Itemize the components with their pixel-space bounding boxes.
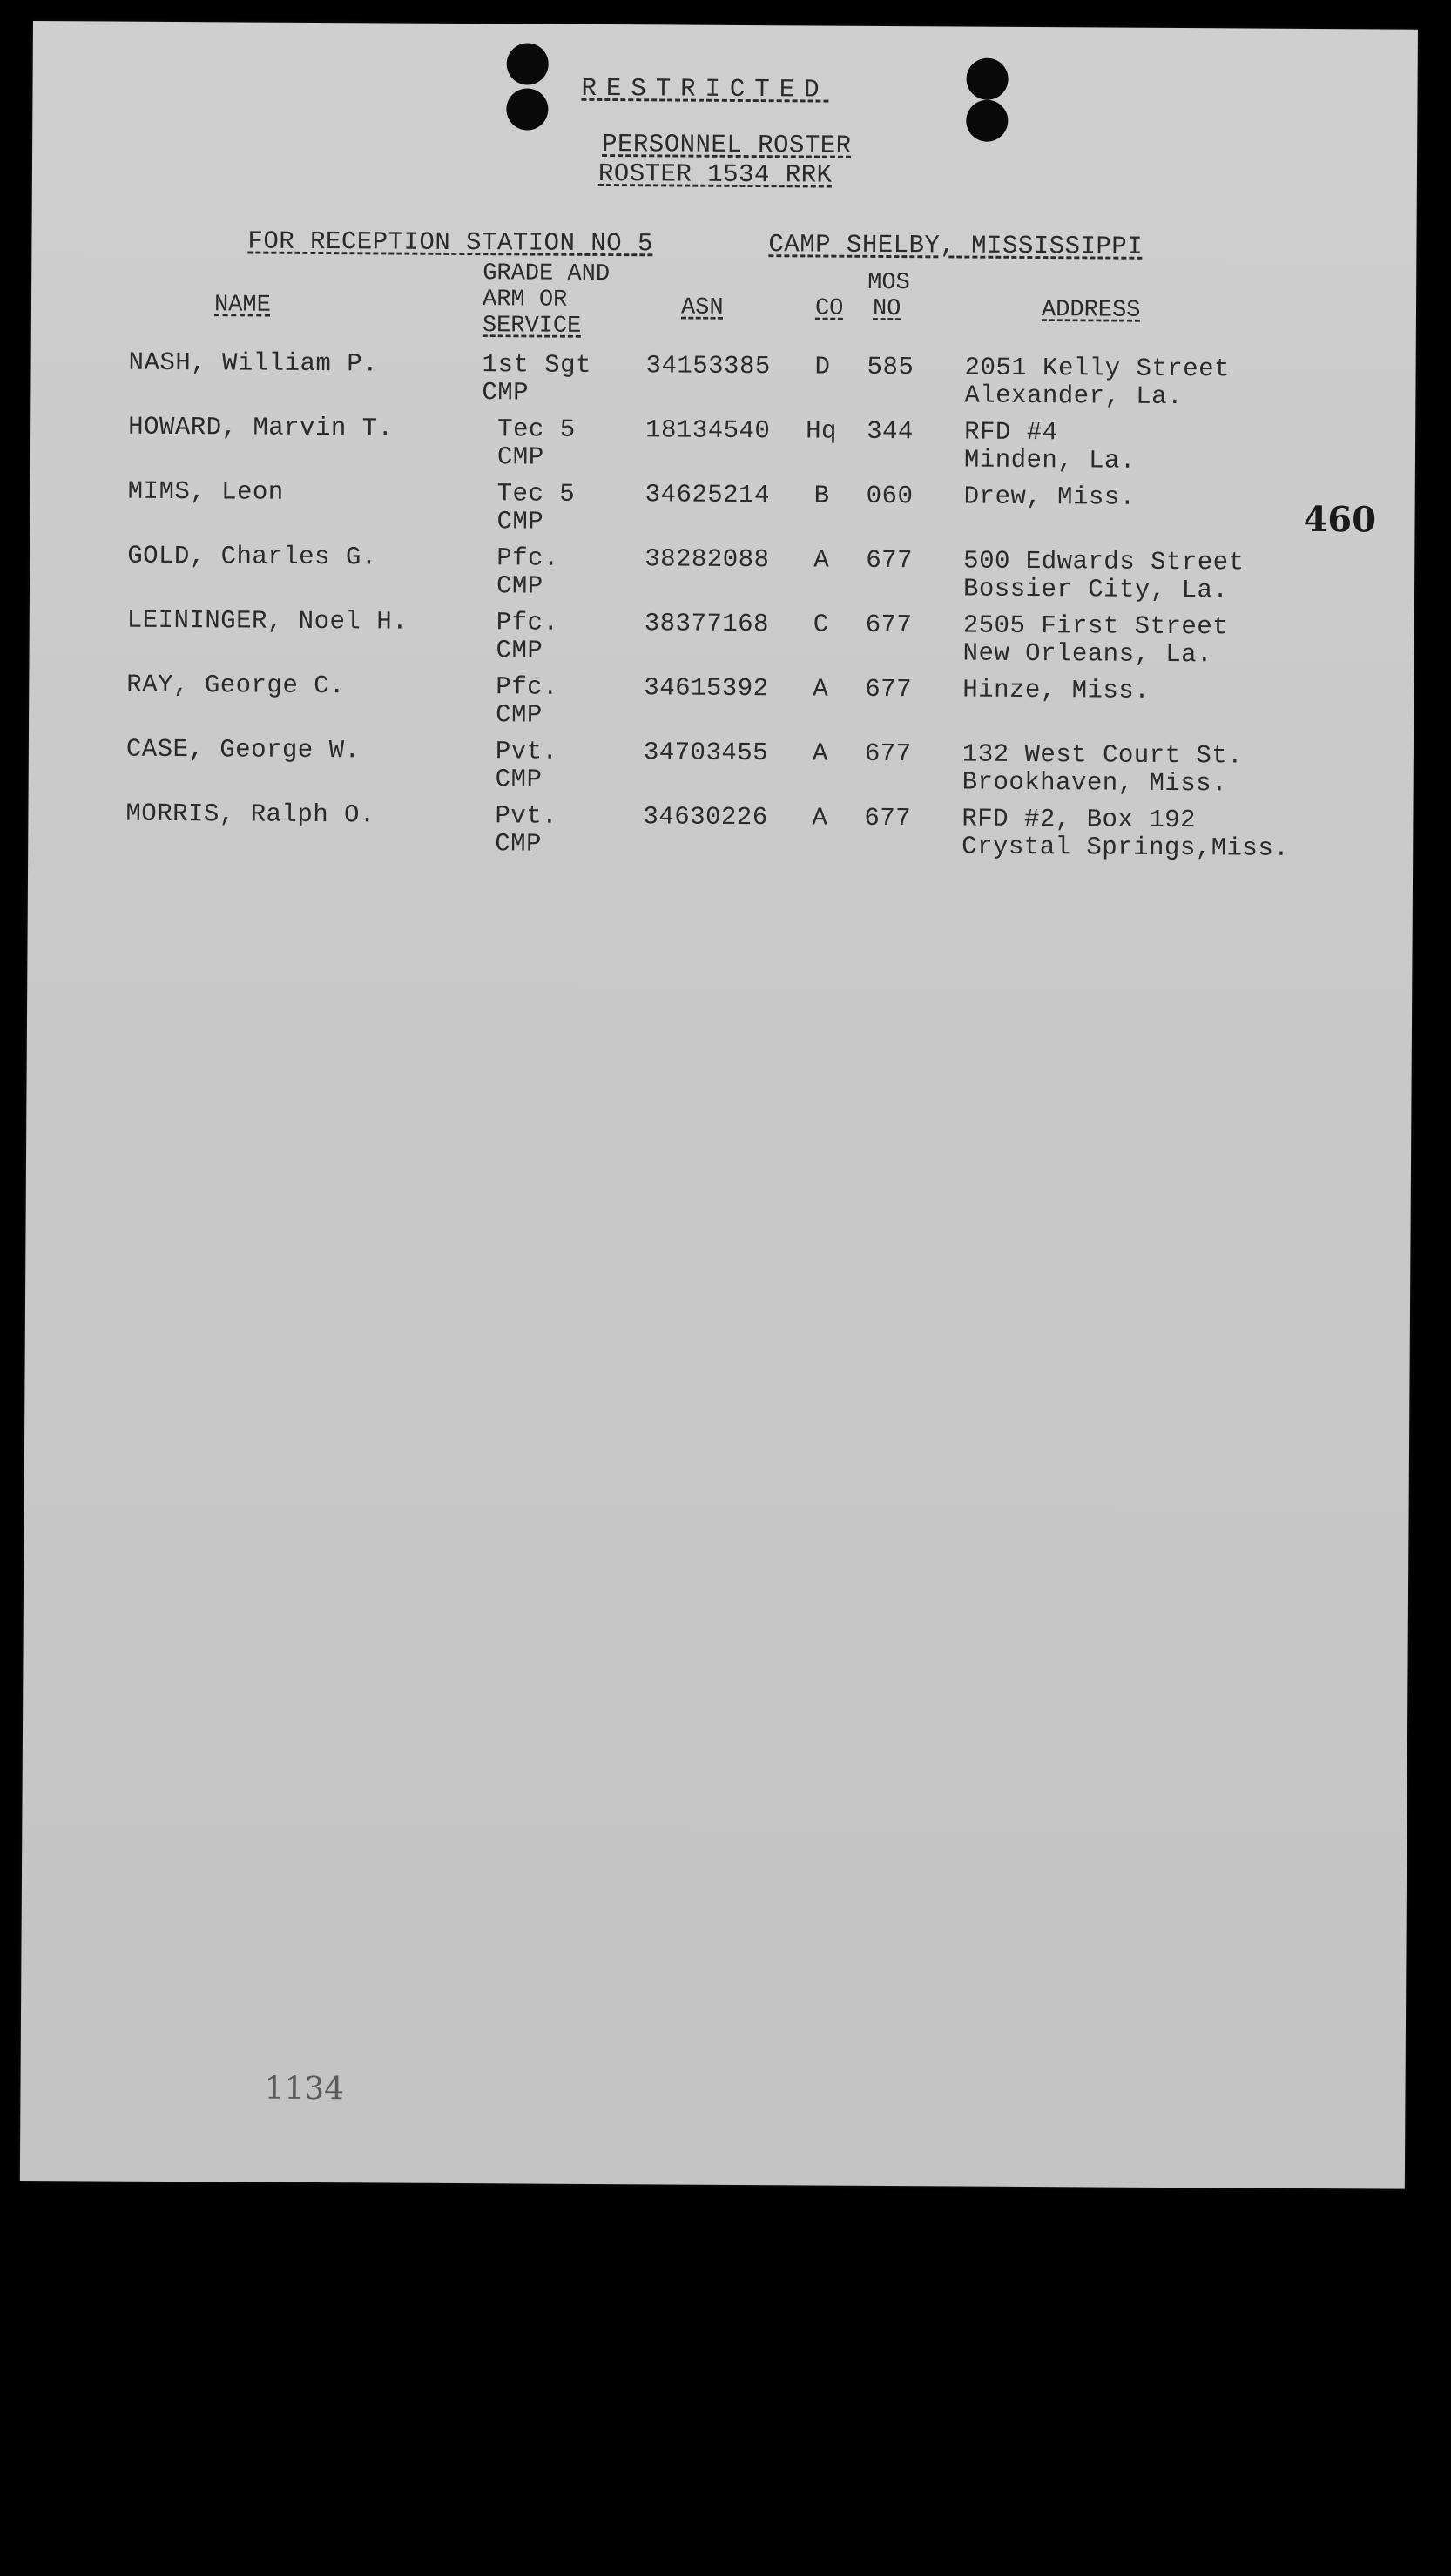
cell-name: CASE, George W. xyxy=(125,734,361,765)
cell-name: HOWARD, Marvin T. xyxy=(128,412,394,443)
cell-name: NASH, William P. xyxy=(128,347,379,379)
cell-grade: Tec 5 xyxy=(497,415,576,444)
header-mos-line1: MOS xyxy=(867,269,910,297)
cell-arm: CMP xyxy=(496,636,543,665)
cell-address-line2: Bossier City, La. xyxy=(962,574,1229,605)
cell-address-line1: RFD #4 xyxy=(964,417,1058,448)
cell-asn: 34615392 xyxy=(644,673,769,704)
cell-mos: 677 xyxy=(864,803,912,833)
cell-mos: 344 xyxy=(867,416,914,447)
cell-asn: 34625214 xyxy=(645,480,771,510)
cell-address-line1: 132 West Court St. xyxy=(962,739,1244,771)
footer-number: 1134 xyxy=(264,2070,345,2107)
cell-address-line1: 2505 First Street xyxy=(962,610,1229,642)
cell-arm: CMP xyxy=(495,829,543,859)
station-line: FOR RECEPTION STATION NO 5 xyxy=(247,226,654,259)
header-grade-line2: ARM OR xyxy=(482,287,568,314)
cell-mos: 677 xyxy=(864,738,912,769)
roster-title: PERSONNEL ROSTER xyxy=(602,129,852,160)
cell-address-line2: Minden, La. xyxy=(963,445,1136,475)
cell-asn: 38377168 xyxy=(644,609,770,639)
margin-page-number: 460 xyxy=(1303,498,1377,541)
cell-co: Hq xyxy=(806,416,838,446)
camp-line: CAMP SHELBY, MISSISSIPPI xyxy=(768,230,1144,261)
cell-co: A xyxy=(812,738,828,768)
cell-co: D xyxy=(814,352,831,381)
cell-address-line1: Hinze, Miss. xyxy=(962,675,1151,705)
cell-mos: 585 xyxy=(867,352,914,382)
cell-arm: CMP xyxy=(482,378,530,408)
cell-co: B xyxy=(813,481,830,510)
cell-mos: 677 xyxy=(866,545,914,576)
header-grade-line3: SERVICE xyxy=(482,313,582,340)
cell-asn: 34630226 xyxy=(643,802,768,833)
punch-hole-right-bottom xyxy=(966,100,1008,142)
cell-address-line2: Crystal Springs,Miss. xyxy=(962,832,1290,863)
cell-address-line2: Brookhaven, Miss. xyxy=(962,767,1228,799)
cell-arm: CMP xyxy=(495,765,543,794)
cell-address-line1: Drew, Miss. xyxy=(963,482,1136,512)
cell-grade: Pfc. xyxy=(496,543,559,573)
document-page xyxy=(20,21,1418,2189)
cell-arm: CMP xyxy=(496,700,543,730)
cell-grade: 1st Sgt xyxy=(482,350,592,380)
cell-address-line2: Alexander, La. xyxy=(964,381,1184,412)
header-address: ADDRESS xyxy=(1041,297,1141,324)
header-name: NAME xyxy=(213,292,271,319)
cell-asn: 34703455 xyxy=(643,738,769,768)
cell-grade: Pvt. xyxy=(495,737,558,766)
cell-grade: Pvt. xyxy=(495,801,558,831)
cell-grade: Pfc. xyxy=(496,608,559,637)
cell-address-line2: New Orleans, La. xyxy=(962,638,1213,670)
punch-hole-left-bottom xyxy=(506,88,548,130)
cell-asn: 38282088 xyxy=(645,544,770,575)
cell-co: C xyxy=(813,610,829,639)
classification-heading: RESTRICTED xyxy=(581,73,829,105)
cell-arm: CMP xyxy=(496,571,543,601)
punch-hole-left-top xyxy=(507,43,549,84)
cell-asn: 18134540 xyxy=(645,415,771,446)
cell-mos: 060 xyxy=(866,481,914,511)
cell-name: RAY, George C. xyxy=(126,670,346,701)
cell-name: LEININGER, Noel H. xyxy=(126,605,408,637)
cell-name: MIMS, Leon xyxy=(127,476,284,507)
cell-address-line1: RFD #2, Box 192 xyxy=(962,804,1197,835)
header-mos-line2: NO xyxy=(872,295,901,323)
cell-name: GOLD, Charles G. xyxy=(127,541,377,572)
cell-address-line1: 2051 Kelly Street xyxy=(964,353,1231,384)
cell-address-line1: 500 Edwards Street xyxy=(963,546,1245,577)
cell-co: A xyxy=(813,545,830,575)
cell-grade: Tec 5 xyxy=(496,479,576,509)
header-asn: ASN xyxy=(680,294,724,321)
cell-mos: 677 xyxy=(865,674,913,705)
header-co: CO xyxy=(814,295,844,322)
cell-arm: CMP xyxy=(496,507,544,536)
roster-number: ROSTER 1534 RRK xyxy=(597,158,833,190)
cell-grade: Pfc. xyxy=(496,672,559,702)
cell-co: A xyxy=(812,803,828,833)
header-grade-line1: GRADE AND xyxy=(483,260,611,288)
cell-co: A xyxy=(813,674,829,704)
cell-name: MORRIS, Ralph O. xyxy=(125,799,375,830)
punch-hole-right-top xyxy=(966,58,1008,100)
cell-mos: 677 xyxy=(865,610,913,640)
cell-arm: CMP xyxy=(496,442,544,472)
cell-asn: 34153385 xyxy=(645,351,771,381)
